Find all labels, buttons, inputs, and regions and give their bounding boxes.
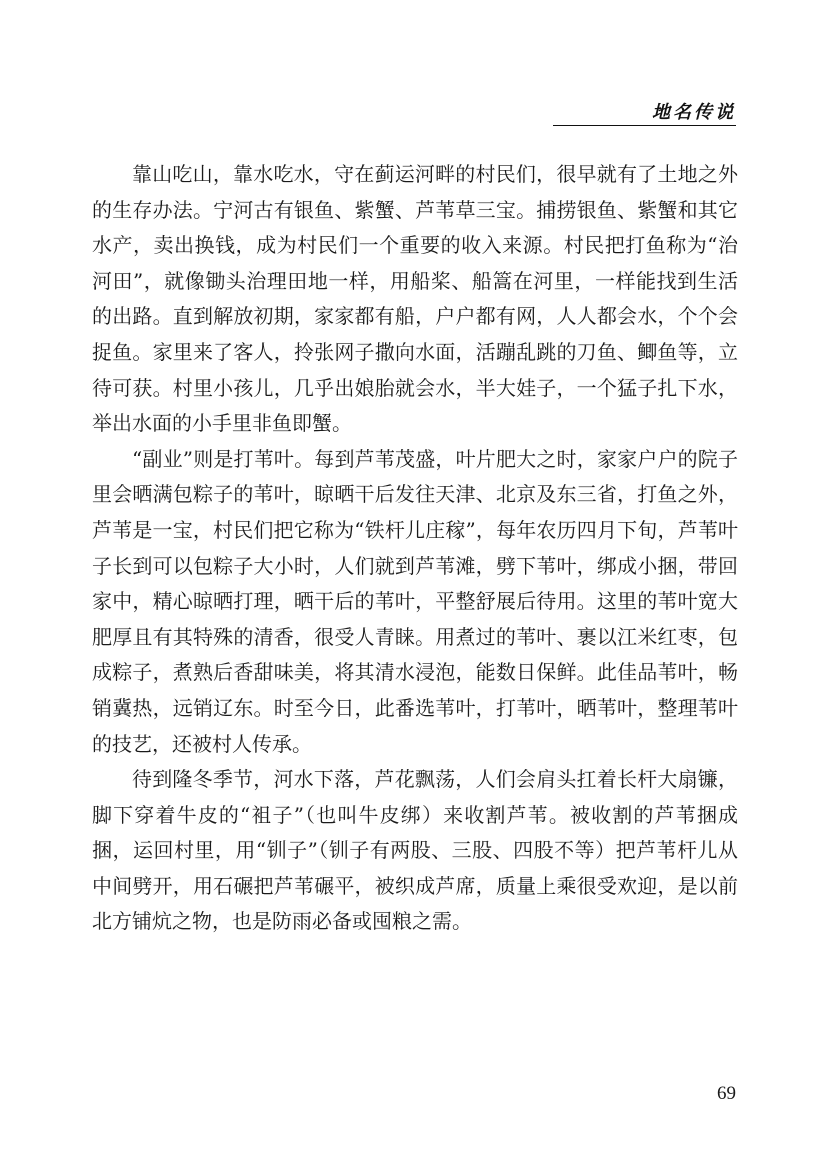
paragraph-2: “副业”则是打苇叶。每到芦苇茂盛，叶片肥大之时，家家户户的院子里会晒满包粽子的苇叶，晾晒干后发往天津、北京及东三省，打鱼之外，芦苇是一宝，村民们把它称为“铁杆儿庄稼”，每年农历四月下旬，芦苇叶子长到可以包粽子大小时，人们就到芦苇滩，劈下苇叶，绑成小捆，带回家中，精心晾晒打理，晒干后的苇叶，平整舒展后待用。这里的苇叶宽大肥厚且有其特殊的清香，很受人青睐。用煮过的苇叶、裹以江米红枣，包成粽子，煮熟后香甜味美，将其清水浸泡，能数日保鲜。此佳品苇叶，畅销冀热，远销辽东。时至今日，此番选苇叶，打苇叶，晒苇叶，整理苇叶的技艺，还被村人传承。 bbox=[92, 446, 738, 756]
page-number: 69 bbox=[717, 1083, 736, 1104]
paragraph-3: 待到隆冬季节，河水下落，芦花飘荡，人们会肩头扛着长杆大扇镰，脚下穿着牛皮的“袓子”（也叫牛皮绑）来收割芦苇。被收割的芦苇捆成捆，运回村里，用“钏子”（钏子有两股、三股、四股不等）把芦苇杆儿从中间劈开，用石碾把芦苇碾平，被织成芦席，质量上乘很受欢迎，是以前北方铺炕之物，也是防雨必备或囤粮之需。 bbox=[92, 767, 738, 934]
running-header-title: 地名传说 bbox=[652, 102, 736, 123]
header-rule bbox=[553, 125, 736, 126]
body-text bbox=[92, 157, 738, 940]
paragraph-1: 靠山吃山，靠水吃水，守在蓟运河畔的村民们，很早就有了土地之外的生存办法。宁河古有银鱼、紫蟹、芦苇草三宝。捕捞银鱼、紫蟹和其它水产，卖出换钱，成为村民们一个重要的收入来源。村民把打鱼称为“治河田”，就像锄头治理田地一样，用船桨、船篙在河里，一样能找到生活的出路。直到解放初期，家家都有船，户户都有网，人人都会水，个个会捉鱼。家里来了客人，拎张网子撒向水面，活蹦乱跳的刀鱼、鲫鱼等，立待可获。村里小孩儿，几乎出娘胎就会水，半大娃子，一个猛子扎下水，举出水面的小手里非鱼即蟹。 bbox=[92, 162, 738, 436]
